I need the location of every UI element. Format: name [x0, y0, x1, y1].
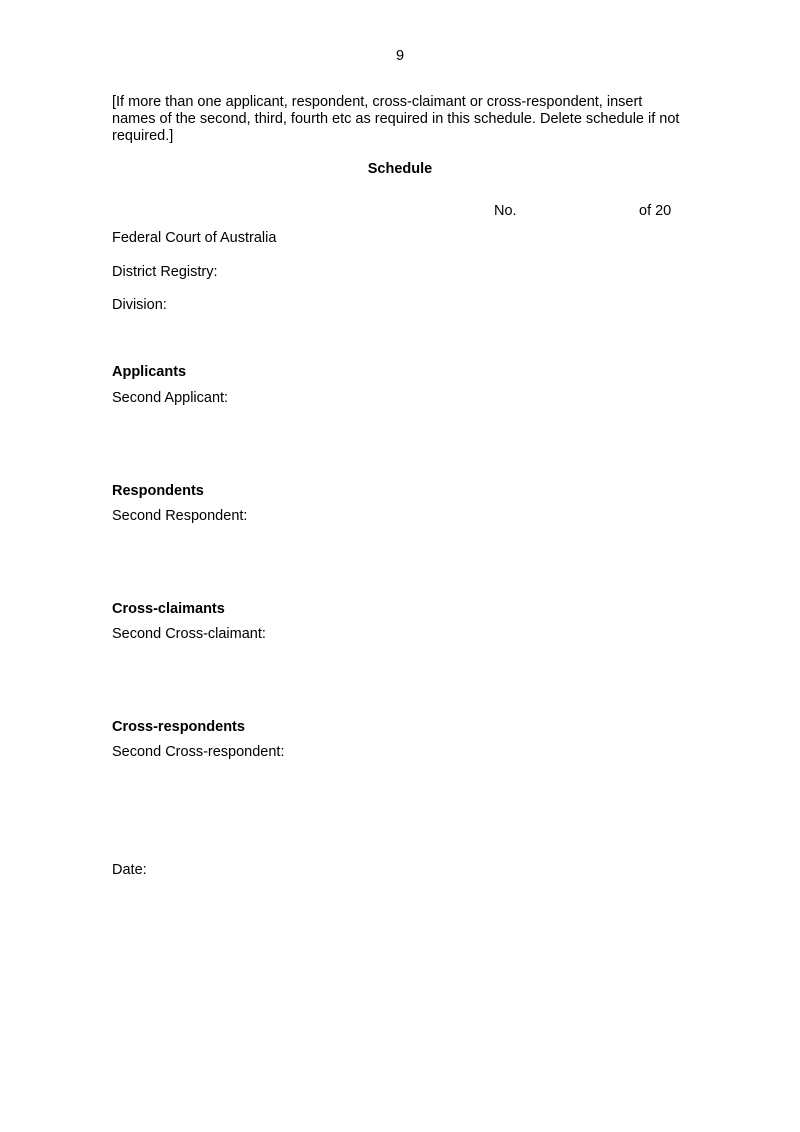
second-cross-claimant-label: Second Cross-claimant:	[112, 626, 266, 642]
second-cross-respondent-label: Second Cross-respondent:	[112, 744, 285, 760]
date-label: Date:	[112, 862, 147, 878]
division-label: Division:	[112, 297, 167, 313]
file-year-label: of 20	[639, 203, 672, 219]
second-respondent-label: Second Respondent:	[112, 508, 248, 524]
instruction-note: [If more than one applicant, respondent, cross-claimant or cross-respondent, insert names of the second, third, fourth etc as required in this schedule. Delete schedule if not required.]	[112, 94, 680, 144]
file-number-label: No.	[494, 203, 517, 219]
respondents-heading: Respondents	[112, 483, 204, 499]
court-name: Federal Court of Australia	[112, 230, 277, 246]
cross-respondents-heading: Cross-respondents	[112, 719, 245, 735]
second-applicant-label: Second Applicant:	[112, 390, 229, 406]
page-number: 9	[395, 48, 405, 64]
district-registry-label: District Registry:	[112, 264, 218, 280]
cross-claimants-heading: Cross-claimants	[112, 601, 225, 617]
applicants-heading: Applicants	[112, 364, 187, 380]
schedule-heading: Schedule	[367, 161, 433, 177]
